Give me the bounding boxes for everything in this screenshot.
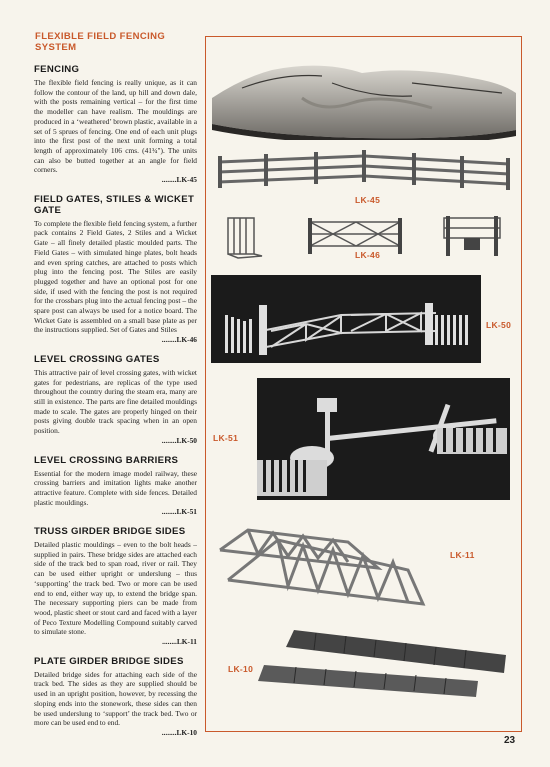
section-text: The flexible field fencing is really unique, as it can follow the contour of the land, up hill and down dale, with the posts remaining vertical – for the first time the modeller can have realism. The mouldings are produced in a ‘weathered’ brown plastic, available in a set of 5 sprues of fencing. One end of each unit plugs into the first post of the next unit forming a total length of approximately 106 cms. (41¾"). The units can also be butted together at an angle for field corners.	[34, 78, 197, 175]
section-text: Detailed plastic mouldings – even to the bolt heads – supplied in pairs. These bridge sides are attached each side of the track bed to span road, river or rail. They can be used either upright or underslung – thus ‘supporting’ the track bed. Two or more can be used end to end, either way up, to extend the bridge span. The necessary supporting piers can be made from wood, plastic sheet or stout card and faced with a layer of Peco Texture Modelling Compound suitably carved to simulate stone.	[34, 540, 197, 637]
product-code: ........LK-10	[161, 727, 197, 737]
figure-label-lk10: LK-10	[228, 664, 254, 674]
title-line-1: FLEXIBLE FIELD FENCING	[35, 31, 166, 42]
lk51-crossing-barriers-photo	[257, 378, 510, 500]
figure-label-lk11: LK-11	[450, 550, 475, 560]
section-heading: TRUSS GIRDER BRIDGE SIDES	[34, 526, 186, 538]
section-text: This attractive pair of level crossing gates, with wicket gates for pedestrians, are replicas of the type used throughout the country during the steam era, many are still in existence. The parts are fine detailed mouldings made to scale. The gates are properly hinged on their posts giving double track spacing when in an open position.	[34, 367, 197, 436]
lk45-fence-image	[214, 148, 514, 190]
section-text: Essential for the modern image model railway, these crossing barriers and imitation lights make another attractive feature. Complete with side fences. Detailed plastic mouldings.	[34, 468, 197, 507]
product-code: ........LK-11	[162, 637, 197, 647]
lk10-plate-girder-image	[256, 625, 516, 700]
section-fencing	[34, 64, 197, 185]
figure-label-lk50: LK-50	[486, 320, 512, 330]
section-heading: PLATE GIRDER BRIDGE SIDES	[34, 655, 184, 667]
section-truss-girder	[34, 526, 197, 647]
section-heading: LEVEL CROSSING BARRIERS	[34, 454, 179, 466]
figure-label-lk45: LK-45	[355, 195, 381, 205]
product-code: ........LK-50	[161, 435, 197, 445]
section-heading: FENCING	[34, 64, 80, 75]
section-level-crossing-gates	[34, 354, 197, 446]
text-column	[34, 64, 197, 747]
title-line-2: SYSTEM	[35, 42, 77, 53]
section-text: To complete the flexible field fencing system, a further pack contains 2 Field Gates, 2 Stiles and a Wicket Gate – all finely detailed plastic moulded parts. The Field Gates – with simulated hinge plates, bolt heads and even spring catches, are attached to posts which plug into the fencing post. The Stiles are easily plugged together and have an optional post for one side, if used with the fencing the post is not required for the crossbars plug into the actual fencing post – the spare post can always be used for a notice board. The Wicket Gate is assembled on a small base plate as per the instructions supplied. Set of Gates and Stiles	[34, 218, 197, 335]
lk11-truss-girder-image	[218, 520, 430, 620]
section-text: Detailed bridge sides for attaching each side of the track bed. The sides as they are supplied should be used in an upright position, however, by recessing the sloping ends into the stonework, these sides can then be used underslung to ‘support’ the track bed. Two or more can be used end to end.	[34, 669, 197, 728]
product-code: ........LK-51	[161, 507, 197, 517]
section-heading: LEVEL CROSSING GATES	[34, 353, 160, 365]
fencing-diorama-photo	[212, 58, 516, 140]
lk50-crossing-gates-photo	[211, 275, 481, 363]
product-code: ........LK-46	[161, 335, 197, 345]
section-field-gates	[34, 194, 197, 345]
section-plate-girder	[34, 656, 197, 738]
product-code: ........LK-45	[161, 175, 197, 185]
page-number: 23	[504, 735, 516, 746]
figure-label-lk46: LK-46	[355, 250, 381, 260]
section-heading: FIELD GATES, STILES & WICKET GATE	[34, 193, 195, 216]
figure-label-lk51: LK-51	[213, 433, 239, 443]
page-title	[35, 31, 205, 53]
section-level-crossing-barriers	[34, 455, 197, 518]
